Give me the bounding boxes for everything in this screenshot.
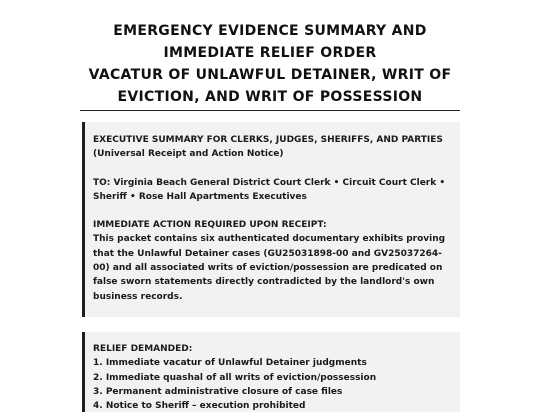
recipients-line: TO: Virginia Beach General District Court Clerk • Circuit Court Clerk • Sheriff • Rose Hall Apartments Executives [93,177,446,202]
title-line-3: VACATUR OF UNLAWFUL DETAINER, WRIT OF [88,67,452,83]
title-line-4: EVICTION, AND WRIT OF POSSESSION [117,89,423,105]
relief-demanded-panel [82,332,460,412]
summary-heading: EXECUTIVE SUMMARY FOR CLERKS, JUDGES, SHERIFFS, AND PARTIES [93,135,443,145]
action-heading: IMMEDIATE ACTION REQUIRED UPON RECEIPT: [93,220,327,231]
title-line-1: EMERGENCY EVIDENCE SUMMARY AND [113,23,427,39]
title-divider [80,110,460,111]
document-title [0,20,540,108]
relief-heading: RELIEF DEMANDED: [93,344,193,354]
relief-item: 4. Notice to Sheriff – execution prohibited [93,401,306,412]
relief-item: 2. Immediate quashal of all writs of eviction/possession [93,372,377,383]
executive-summary-panel [82,122,460,317]
summary-subheading: (Universal Receipt and Action Notice) [93,149,284,160]
action-body: This packet contains six authenticated documentary exhibits proving that the Unlawful Detainer cases (GU25031898-00 and GV25037264-00) and all associated writs of eviction/possession are predicated on false sworn statements directly contradicted by the landlord's own business records. [93,234,446,302]
title-line-2: IMMEDIATE RELIEF ORDER [163,45,377,61]
relief-item: 3. Permanent administrative closure of case files [93,386,343,397]
relief-item: 1. Immediate vacatur of Unlawful Detainer judgments [93,358,367,369]
